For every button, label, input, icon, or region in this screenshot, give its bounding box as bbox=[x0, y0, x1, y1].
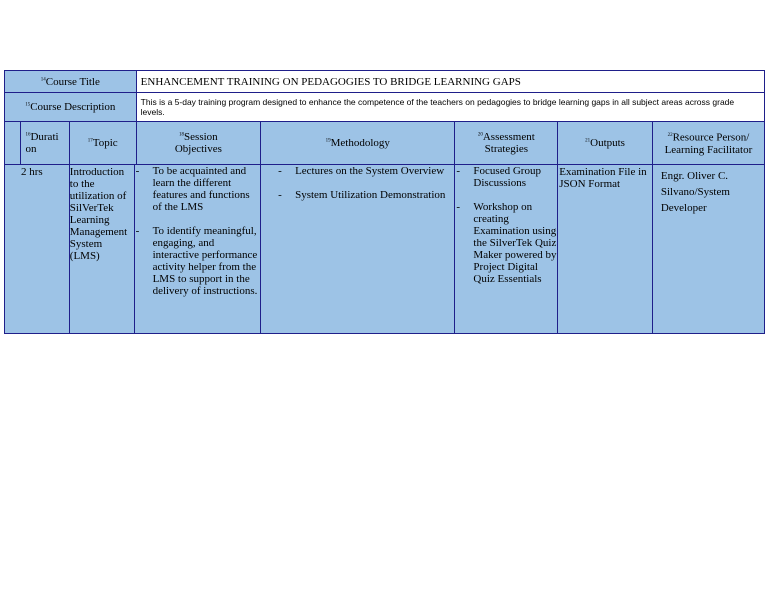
column-header-assessment-num: 20 bbox=[477, 132, 483, 138]
column-header-objectives bbox=[136, 122, 260, 165]
session-resource-person: Engr. Oliver C. Silvano/System Developer bbox=[660, 170, 730, 214]
course-title-label bbox=[5, 71, 137, 93]
session-methodology-item: - Lectures on the System Overview bbox=[277, 165, 454, 177]
column-header-objectives-label: Session Objectives bbox=[174, 131, 222, 155]
session-methodology-list bbox=[261, 165, 454, 201]
session-topic: Introduction to the utilization of SilVerTek Learning Management System (LMS) bbox=[69, 166, 128, 262]
column-header-methodology bbox=[261, 122, 455, 165]
column-header-row bbox=[5, 122, 765, 165]
column-header-spacer bbox=[5, 122, 21, 165]
column-header-duration-num: 16 bbox=[25, 132, 31, 138]
session-methodology-cell bbox=[261, 165, 455, 334]
session-outputs-cell bbox=[558, 165, 653, 334]
column-header-methodology-label: Methodology bbox=[330, 137, 390, 149]
session-methodology-item: - System Utilization Demonstration bbox=[277, 189, 454, 201]
column-header-topic-num: 17 bbox=[87, 138, 93, 144]
column-header-assessment bbox=[455, 122, 558, 165]
column-header-outputs-label: Outputs bbox=[590, 137, 625, 149]
course-table bbox=[4, 70, 765, 334]
course-description-label bbox=[5, 93, 137, 122]
session-duration: 2 hrs bbox=[21, 166, 43, 178]
course-description-label-text: Course Description bbox=[30, 101, 116, 113]
course-description-cell bbox=[136, 93, 764, 122]
course-description-label-num: 15 bbox=[25, 102, 31, 108]
session-outputs: Examination File in JSON Format bbox=[559, 166, 647, 190]
column-header-resource-label: Resource Person/ Learning Facilitator bbox=[664, 131, 753, 156]
session-assessment-cell bbox=[455, 165, 558, 334]
course-title-row bbox=[5, 71, 765, 93]
course-description-row bbox=[5, 93, 765, 122]
column-header-duration bbox=[21, 122, 69, 165]
course-title-label-num: 14 bbox=[40, 76, 46, 82]
column-header-duration-label: Durati on bbox=[25, 131, 59, 155]
session-assessment-item: - Focused Group Discussions bbox=[455, 165, 557, 189]
column-header-topic-label: Topic bbox=[92, 137, 118, 149]
column-header-outputs bbox=[558, 122, 653, 165]
column-header-assessment-label: Assessment Strategies bbox=[482, 131, 535, 155]
session-assessment-list bbox=[455, 165, 557, 285]
course-title-label-text: Course Title bbox=[45, 75, 100, 88]
column-header-objectives-num: 18 bbox=[179, 132, 185, 138]
column-header-topic bbox=[69, 122, 136, 165]
column-header-outputs-num: 21 bbox=[585, 138, 591, 144]
session-objective-item: - To be acquainted and learn the different features and functions of the LMS bbox=[135, 165, 261, 213]
column-header-resource bbox=[652, 122, 764, 165]
session-objective-item: - To identify meaningful, engaging, and interactive performance activity helper from the LMS to support in the delivery of instructions. bbox=[135, 225, 261, 297]
session-row bbox=[5, 165, 765, 334]
session-duration-cell bbox=[5, 165, 70, 334]
column-header-resource-num: 22 bbox=[667, 133, 673, 139]
column-header-methodology-num: 19 bbox=[325, 138, 331, 144]
training-plan-document bbox=[4, 70, 765, 334]
course-title-value: ENHANCEMENT TRAINING ON PEDAGOGIES TO BRIDGE LEARNING GAPS bbox=[140, 75, 521, 88]
course-description-value: This is a 5-day training program designed to enhance the competence of the teachers on pedagogies to bridge learning gaps in all subject areas across grade levels. bbox=[140, 97, 735, 117]
session-topic-cell bbox=[69, 165, 134, 334]
session-objectives-list bbox=[135, 165, 261, 297]
course-title-cell bbox=[136, 71, 764, 93]
session-assessment-item: - Workshop on creating Examination using the SilverTek Quiz Maker powered by Project Digital Quiz Essentials bbox=[455, 201, 557, 285]
session-objectives-cell bbox=[134, 165, 261, 334]
session-resource-cell bbox=[652, 165, 764, 334]
